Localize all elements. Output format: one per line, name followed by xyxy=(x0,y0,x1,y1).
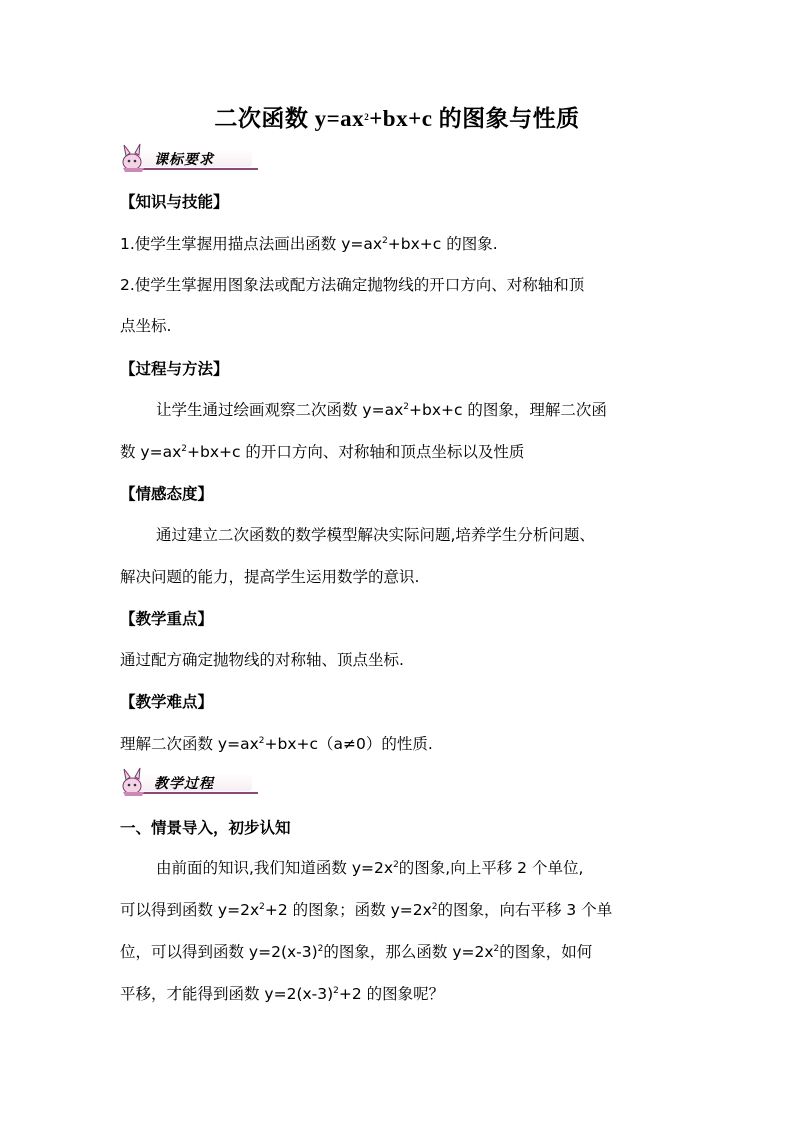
process-heading: 【过程与方法】 xyxy=(120,360,229,378)
focus-heading: 【教学重点】 xyxy=(120,610,214,628)
difficulty-text: 理解二次函数 $y=ax^2+bx+c(a\ne 0)$的性质. xyxy=(120,735,433,753)
process-text-1: 让学生通过绘画观察二次函数 $y=ax^2+bx+c$ 的图象，理解二次函 xyxy=(156,401,607,419)
mascot-icon xyxy=(118,766,152,798)
page-title: 二次函数 $y=ax^2+bx+c$ 的图象与性质 xyxy=(214,106,580,131)
knowledge-item-2: 2.使学生掌握用图象法或配方法确定抛物线的开口方向、对称轴和顶 xyxy=(120,276,585,294)
process-text-2: 数 $y=ax^2+bx+c$ 的开口方向、对称轴和顶点坐标以及性质 xyxy=(120,443,525,461)
intro-text-3: 位，可以得到函数 $y=2(x-3)^2$的图象，那么函数 $y=2x^2$的图象，如何 xyxy=(120,943,593,961)
intro-heading: 一、情景导入，初步认知 xyxy=(120,819,291,837)
intro-text-4: 平移，才能得到函数 $y=2(x-3)^2+2$ 的图象呢？ xyxy=(120,985,445,1003)
section-banner-curriculum xyxy=(118,142,248,172)
emotion-text-1: 通过建立二次函数的数学模型解决实际问题,培养学生分析问题、 xyxy=(156,526,595,544)
section-banner-process xyxy=(118,766,248,796)
knowledge-item-1: 1.使学生掌握用描点法画出函数 $y=ax^2+bx+c$ 的图象. xyxy=(120,235,498,253)
banner-label: 课标要求 xyxy=(154,152,214,168)
mascot-icon xyxy=(118,142,152,174)
emotion-heading: 【情感态度】 xyxy=(120,485,214,503)
difficulty-heading: 【教学难点】 xyxy=(120,693,214,711)
intro-text-1: 由前面的知识,我们知道函数 $y=2x^2$的图象,向上平移 2 个单位, xyxy=(156,859,584,877)
banner-label: 教学过程 xyxy=(154,776,214,792)
knowledge-heading: 【知识与技能】 xyxy=(120,193,229,211)
intro-text-2: 可以得到函数 $y=2x^2+2$ 的图象；函数 $y=2x^2$的图象，向右平移 3 个单 xyxy=(120,901,613,919)
knowledge-item-2-cont: 点坐标. xyxy=(120,317,172,335)
focus-text: 通过配方确定抛物线的对称轴、顶点坐标. xyxy=(120,651,404,669)
emotion-text-2: 解决问题的能力，提高学生运用数学的意识. xyxy=(120,568,420,586)
